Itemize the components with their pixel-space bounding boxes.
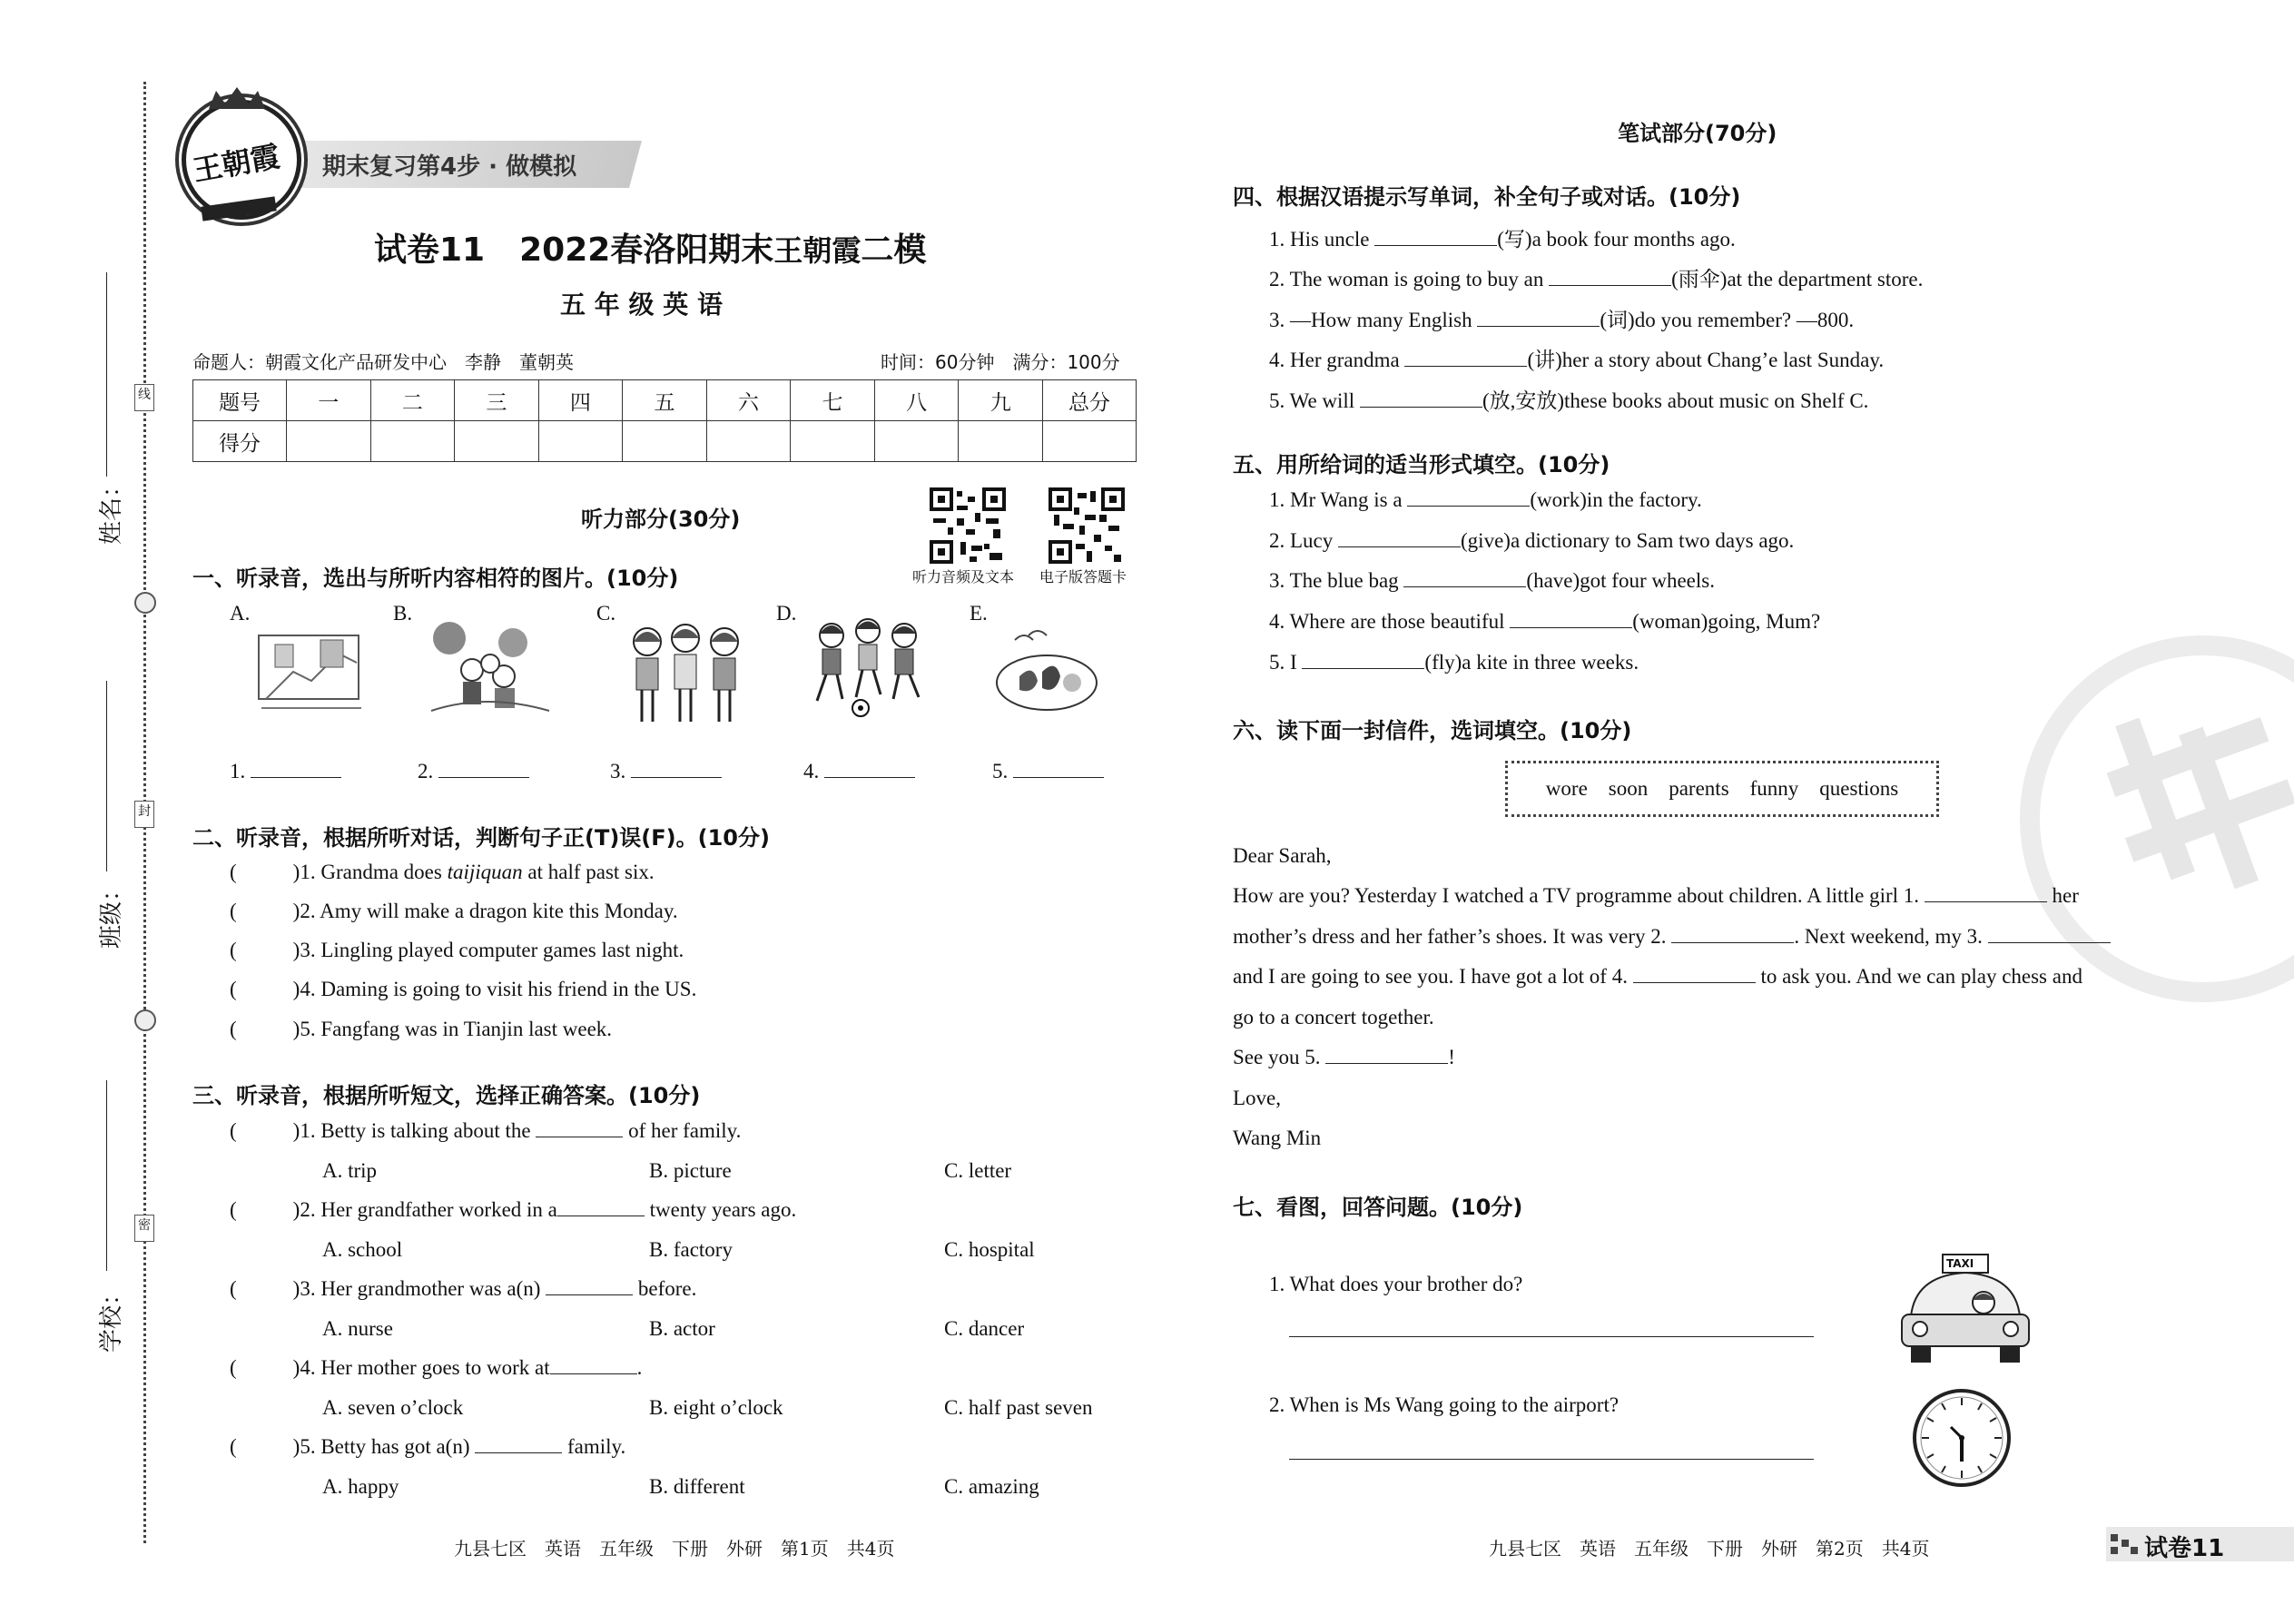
answer-blank: [550, 1373, 637, 1374]
s2-item-5: ( )5. Fangfang was in Tianjin last week.: [230, 1018, 613, 1040]
title-prefix: 试卷11: [374, 231, 486, 269]
table-cell: 九: [959, 380, 1043, 421]
answer-blank[interactable]: [1477, 326, 1600, 327]
letter-closing: Love,: [1233, 1087, 1282, 1109]
table-cell: 一: [287, 380, 371, 421]
option-c[interactable]: C. half past seven: [944, 1396, 1093, 1419]
clock-icon: [1911, 1387, 2013, 1489]
s1-num: 1.: [230, 760, 246, 782]
logo-crown-icon: [207, 87, 267, 111]
table-row: [193, 421, 1137, 462]
s1-answer-3[interactable]: [610, 760, 722, 783]
score-cell[interactable]: [959, 421, 1043, 462]
option-c[interactable]: C. amazing: [944, 1475, 1039, 1498]
s3-item-5: ( )5. Betty has got a(n) family.: [230, 1435, 626, 1458]
option-a[interactable]: A. school: [322, 1238, 403, 1261]
letter-line-2: mother’s dress and her father’s shoes. It was very 2. . Next weekend, my 3.: [1233, 925, 2111, 949]
option-b[interactable]: B. different: [649, 1475, 745, 1498]
score-cell[interactable]: [874, 421, 959, 462]
option-c[interactable]: C. letter: [944, 1159, 1012, 1182]
option-b[interactable]: B. picture: [649, 1159, 732, 1182]
s2-item-1: ( )1. Grandma does taijiquan at half past six.: [230, 861, 655, 883]
hole-icon: [134, 592, 156, 614]
s4-item-3: 3. —How many English (词)do you remember? —800.: [1269, 309, 1855, 331]
emphasis: taijiquan: [447, 861, 523, 883]
answer-line[interactable]: [1289, 1459, 1814, 1460]
s1-answer-1[interactable]: [230, 760, 341, 783]
score-cell[interactable]: [623, 421, 707, 462]
score-cell[interactable]: [455, 421, 539, 462]
section-1-heading: 一、听录音，选出与所听内容相符的图片。(10分): [192, 566, 679, 591]
score-cell[interactable]: [1043, 421, 1137, 462]
answer-blank[interactable]: [438, 777, 529, 778]
table-cell: 五: [623, 380, 707, 421]
footer-tag: 试卷11: [2144, 1535, 2225, 1562]
answer-blank[interactable]: [1360, 407, 1482, 408]
answer-blank[interactable]: [631, 777, 722, 778]
exam-subtitle: 五 年 级 英 语: [560, 290, 723, 320]
score-cell[interactable]: [791, 421, 875, 462]
hole-icon: [134, 1009, 156, 1031]
table-cell: 总分: [1043, 380, 1137, 421]
pic-letter-c: C.: [596, 602, 616, 625]
score-cell[interactable]: [538, 421, 623, 462]
answer-blank[interactable]: [1549, 285, 1671, 286]
answer-blank[interactable]: [1302, 668, 1424, 669]
letter-line-1: How are you? Yesterday I watched a TV programme about children. A little girl 1. her: [1233, 884, 2079, 907]
logo-text: 王朝霞: [190, 138, 282, 189]
qr-code-icon[interactable]: [930, 487, 1006, 564]
exam-title: [374, 224, 926, 271]
answer-blank[interactable]: [1407, 506, 1530, 507]
option-b[interactable]: B. actor: [649, 1317, 715, 1340]
letter-line-3: and I are going to see you. I have got a lot of 4. to ask you. And we can play chess and: [1233, 965, 2082, 988]
letter-line-4: go to a concert together.: [1233, 1006, 1434, 1029]
table-cell: 得分: [193, 421, 287, 462]
qr1-label: 听力音频及文本: [912, 568, 1015, 586]
qr2-label: 电子版答题卡: [1039, 568, 1127, 586]
answer-blank[interactable]: [251, 777, 341, 778]
s4-item-5: 5. We will (放,安放)these books about music on Shelf C.: [1269, 389, 1869, 412]
section-6-heading: 六、读下面一封信件，选词填空。(10分): [1233, 718, 1632, 743]
title-main: 2022春洛阳期末: [519, 231, 774, 269]
s3-item-4: ( )4. Her mother goes to work at .: [230, 1356, 643, 1379]
s2-item-2: ( )2. Amy will make a dragon kite this Monday.: [230, 900, 678, 922]
section-7-heading: 七、看图，回答问题。(10分): [1233, 1195, 1523, 1220]
title-brand: 王朝霞: [773, 233, 861, 268]
answer-blank[interactable]: [1325, 1063, 1448, 1064]
score-table: [192, 379, 1137, 462]
word-bank: wore soon parents funny questions: [1505, 761, 1939, 817]
option-b[interactable]: B. eight o’clock: [649, 1396, 783, 1419]
pic-letter-b: B.: [393, 602, 413, 625]
s5-item-1: 1. Mr Wang is a (work)in the factory.: [1269, 488, 1702, 511]
class-line[interactable]: [106, 681, 107, 871]
qr-code-icon[interactable]: [1049, 487, 1125, 564]
score-cell[interactable]: [370, 421, 455, 462]
fold-mark-1: 线: [134, 384, 154, 411]
listening-title: 听力部分(30分): [581, 507, 741, 532]
s5-item-2: 2. Lucy (give)a dictionary to Sam two days ago.: [1269, 529, 1795, 552]
s1-answer-2[interactable]: [418, 760, 529, 783]
table-cell: 三: [455, 380, 539, 421]
s1-num: 4.: [803, 760, 820, 782]
score-cell[interactable]: [287, 421, 371, 462]
footer-left: 九县七区 英语 五年级 下册 外研 第1页 共4页: [454, 1538, 895, 1560]
name-line[interactable]: [106, 272, 107, 477]
section-5-heading: 五、用所给词的适当形式填空。(10分): [1233, 452, 1610, 477]
s2-item-4: ( )4. Daming is going to visit his friend in the US.: [230, 978, 697, 1000]
table-row: [193, 380, 1137, 421]
time-score: 时间：60分钟 满分：100分: [881, 351, 1120, 373]
school-label: 学校：: [98, 1281, 125, 1353]
footer-squares-icon: [2111, 1534, 2140, 1556]
school-line[interactable]: [106, 1080, 107, 1271]
s4-item-4: 4. Her grandma (讲)her a story about Chang’e last Sunday.: [1269, 349, 1885, 371]
answer-blank[interactable]: [1633, 982, 1756, 983]
option-a[interactable]: A. nurse: [322, 1317, 393, 1340]
watermark-stamp-icon: [2088, 708, 2294, 908]
section-3-heading: 三、听录音，根据所听短文，选择正确答案。(10分): [192, 1083, 701, 1108]
pic-letter-d: D.: [776, 602, 797, 625]
table-cell: 题号: [193, 380, 287, 421]
option-c[interactable]: C. dancer: [944, 1317, 1025, 1340]
banner-text: 期末复习第4步 · 做模拟: [322, 153, 577, 181]
answer-blank[interactable]: [1510, 627, 1632, 628]
footer-right: 九县七区 英语 五年级 下册 外研 第2页 共4页: [1489, 1538, 1930, 1560]
s7-question-2: 2. When is Ms Wang going to the airport?: [1269, 1393, 1620, 1416]
family-picnic-picture: [422, 620, 554, 720]
table-cell: 七: [791, 380, 875, 421]
answer-blank[interactable]: [1374, 245, 1497, 246]
table-cell: 八: [874, 380, 959, 421]
answer-blank[interactable]: [1013, 777, 1104, 778]
table-cell: 四: [538, 380, 623, 421]
option-a[interactable]: A. trip: [322, 1159, 378, 1182]
writing-title: 笔试部分(70分): [1618, 121, 1777, 146]
letter-greeting: Dear Sarah,: [1233, 844, 1332, 867]
section-2-heading: 二、听录音，根据所听对话，判断句子正(T)误(F)。(10分): [192, 825, 770, 851]
s5-item-5: 5. I (fly)a kite in three weeks.: [1269, 651, 1639, 674]
s1-answer-5[interactable]: [992, 760, 1104, 783]
pic-letter-a: A.: [230, 602, 251, 625]
answer-line[interactable]: [1289, 1336, 1814, 1337]
option-c[interactable]: C. hospital: [944, 1238, 1035, 1261]
s5-item-4: 4. Where are those beautiful (woman)going, Mum?: [1269, 610, 1821, 633]
answer-blank[interactable]: [1671, 942, 1794, 943]
letter-signature: Wang Min: [1233, 1127, 1322, 1149]
name-label: 姓名：: [98, 473, 125, 545]
three-kids-picture: [620, 622, 752, 726]
letter-line-5: See you 5. !: [1233, 1046, 1455, 1068]
option-b[interactable]: B. factory: [649, 1238, 733, 1261]
s3-item-2: ( )2. Her grandfather worked in a twenty years ago.: [230, 1198, 797, 1221]
s2-item-3: ( )3. Lingling played computer games last night.: [230, 939, 684, 961]
s4-item-2: 2. The woman is going to buy an (雨伞)at the department store.: [1269, 268, 1924, 290]
title-suffix: 二模: [861, 231, 927, 269]
s4-item-1: 1. His uncle (写)a book four months ago.: [1269, 228, 1736, 251]
section-4-heading: 四、根据汉语提示写单词，补全句子或对话。(10分): [1233, 184, 1741, 210]
s3-item-3: ( )3. Her grandmother was a(n) before.: [230, 1277, 697, 1300]
answer-blank[interactable]: [1988, 942, 2111, 943]
authors: 命题人：朝霞文化产品研发中心 李静 董朝英: [192, 351, 574, 373]
s7-question-1: 1. What does your brother do?: [1269, 1273, 1523, 1295]
pic-letter-e: E.: [970, 602, 988, 625]
answer-blank: [475, 1452, 562, 1453]
s1-answer-4[interactable]: [803, 760, 915, 783]
s3-item-1: ( )1. Betty is talking about the of her family.: [230, 1119, 742, 1142]
s1-num: 5.: [992, 760, 1009, 782]
taxi-sign: TAXI: [1946, 1257, 1974, 1270]
kids-football-picture: [806, 617, 929, 717]
answer-blank: [546, 1294, 633, 1295]
s1-num: 2.: [418, 760, 434, 782]
table-cell: 二: [370, 380, 455, 421]
answer-blank[interactable]: [824, 777, 915, 778]
option-a[interactable]: A. seven o’clock: [322, 1396, 464, 1419]
city-street-picture: [257, 617, 366, 717]
answer-blank[interactable]: [1404, 366, 1527, 367]
class-label: 班级：: [98, 877, 125, 949]
fold-mark-2: 封: [134, 801, 154, 828]
option-a[interactable]: A. happy: [322, 1475, 399, 1498]
answer-blank[interactable]: [1403, 586, 1526, 587]
answer-blank[interactable]: [1925, 901, 2047, 902]
fold-mark-3: 密: [134, 1215, 154, 1242]
answer-blank[interactable]: [1338, 546, 1461, 547]
s5-item-3: 3. The blue bag (have)got four wheels.: [1269, 569, 1715, 592]
food-plate-picture: [992, 626, 1101, 717]
score-cell[interactable]: [706, 421, 791, 462]
table-cell: 六: [706, 380, 791, 421]
s1-num: 3.: [610, 760, 626, 782]
